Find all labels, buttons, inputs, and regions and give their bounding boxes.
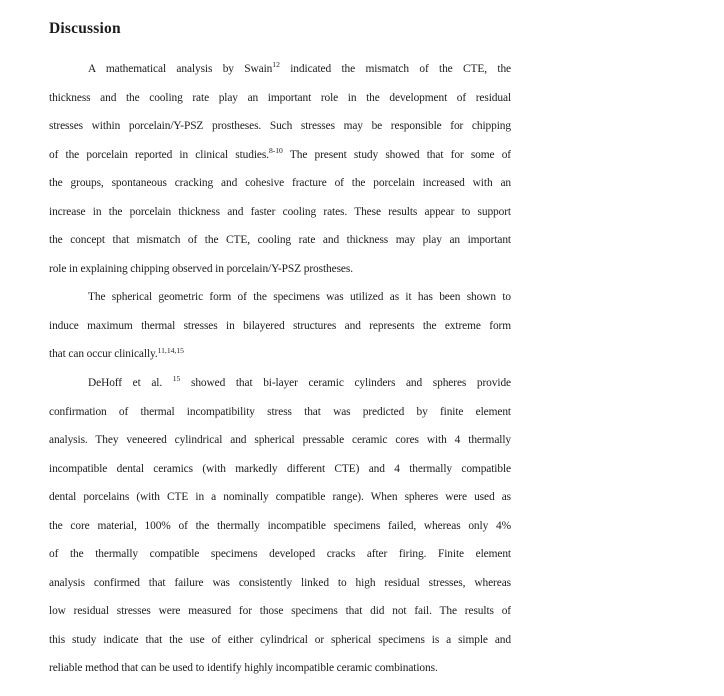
text-line	[49, 455, 511, 484]
text-segment: reliable method that can be used to identify highly incompatible ceramic combinations.	[49, 662, 438, 675]
text-line	[49, 226, 511, 255]
text-segment: the core material, 100% of the thermally incompatible specimens failed, whereas only 4%	[49, 519, 511, 532]
text-segment: low residual stresses were measured for those specimens that did not fail. The results of	[49, 605, 511, 618]
section-heading: Discussion	[49, 20, 121, 37]
text-line	[49, 84, 511, 113]
document-body	[49, 55, 511, 683]
text-line	[49, 654, 511, 683]
text-segment: stresses within porcelain/Y-PSZ prostheses. Such stresses may be responsible for chipping	[49, 120, 511, 133]
text-line	[49, 426, 511, 455]
text-segment: The present study showed that for some of	[282, 148, 511, 161]
text-segment: of the thermally compatible specimens developed cracks after firing. Finite element	[49, 548, 511, 561]
text-line	[49, 112, 511, 141]
text-segment: DeHoff et al.	[88, 377, 173, 390]
text-line	[49, 255, 511, 284]
text-segment: analysis. They veneered cylindrical and spherical pressable ceramic cores with 4 thermally	[49, 434, 511, 447]
text-segment: indicated the mismatch of the CTE, the	[279, 63, 511, 75]
text-segment: this study indicate that the use of either cylindrical or spherical specimens is a simple and	[49, 633, 511, 646]
text-line	[49, 512, 511, 541]
text-segment: thickness and the cooling rate play an important role in the development of residual	[49, 91, 511, 104]
text-line	[49, 283, 511, 312]
text-segment: the groups, spontaneous cracking and cohesive fracture of the porcelain increased with an	[49, 177, 511, 190]
text-segment: incompatible dental ceramics (with markedly different CTE) and 4 thermally compatible	[49, 462, 511, 475]
text-segment: of the porcelain reported in clinical studies.	[49, 148, 269, 161]
text-segment: that can occur clinically.	[49, 348, 158, 361]
text-segment: increase in the porcelain thickness and faster cooling rates. These results appear to support	[49, 205, 511, 218]
text-segment: The spherical geometric form of the specimens was utilized as it has been shown to	[88, 291, 511, 304]
citation-superscript: 15	[172, 374, 181, 384]
text-line	[49, 597, 511, 626]
text-line	[49, 569, 511, 598]
text-segment: dental porcelains (with CTE in a nominally compatible range). When spheres were used as	[49, 491, 511, 504]
text-line	[49, 312, 511, 341]
citation-superscript: 8-10	[268, 146, 283, 156]
citation-superscript: 11,14,15	[157, 345, 184, 355]
text-line	[49, 198, 511, 227]
text-segment: role in explaining chipping observed in porcelain/Y-PSZ prostheses.	[49, 262, 353, 275]
text-line	[49, 540, 511, 569]
text-line	[49, 398, 511, 427]
text-segment: showed that bi-layer ceramic cylinders and spheres provide	[180, 377, 511, 390]
text-line	[49, 626, 511, 655]
citation-superscript: 12	[272, 60, 280, 70]
text-line	[49, 55, 511, 84]
text-segment: the concept that mismatch of the CTE, cooling rate and thickness may play an important	[49, 234, 511, 247]
text-segment: induce maximum thermal stresses in bilayered structures and represents the extreme form	[49, 319, 511, 332]
text-segment: analysis confirmed that failure was consistently linked to high residual stresses, whereas	[49, 576, 511, 589]
text-line	[49, 141, 511, 170]
text-line	[49, 340, 511, 369]
text-line	[49, 483, 511, 512]
text-segment: confirmation of thermal incompatibility stress that was predicted by finite element	[49, 405, 511, 418]
text-line	[49, 369, 511, 398]
text-line	[49, 169, 511, 198]
text-segment: A mathematical analysis by Swain	[88, 63, 273, 75]
